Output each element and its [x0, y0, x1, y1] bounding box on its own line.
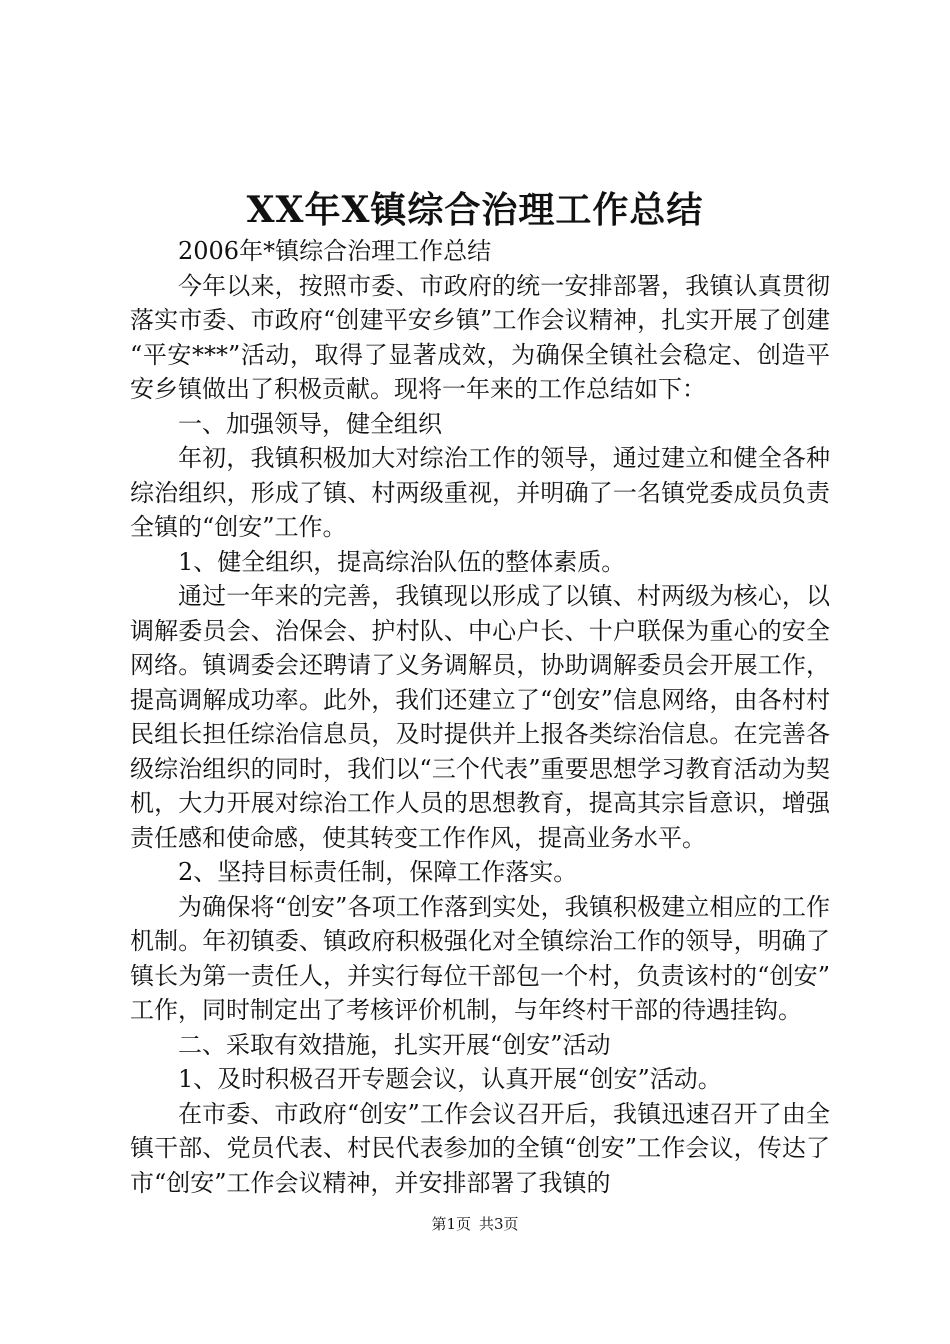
- subsection-heading-1-1: 1、健全组织，提高综治队伍的整体素质。: [178, 547, 626, 576]
- body-paragraph: 年初，我镇积极加大对综治工作的领导，通过建立和健全各种综治组织，形成了镇、村两级重视，并明确了一名镇党委成员负责全镇的“创安”工作。: [130, 444, 830, 541]
- intro-paragraph: 今年以来，按照市委、市政府的统一安排部署，我镇认真贯彻落实市委、市政府“创建平安乡镇”工作会议精神，扎实开展了创建“平安***”活动，取得了显著成效，为确保全镇社会稳定、创造平安乡镇做出了积极贡献。现将一年来的工作总结如下：: [130, 271, 830, 403]
- page-total: 共3页: [479, 1215, 519, 1233]
- section-heading-1: 一、加强领导，健全组织: [178, 409, 442, 438]
- document-body: [130, 234, 830, 1200]
- page-number: 第1页: [431, 1215, 471, 1233]
- body-paragraph: 在市委、市政府“创安”工作会议召开后，我镇迅速召开了由全镇干部、党员代表、村民代表参加的全镇“创安”工作会议，传达了市“创安”工作会议精神，并安排部署了我镇的: [130, 1099, 830, 1197]
- subtitle-paragraph: 2006年*镇综合治理工作总结: [178, 237, 492, 265]
- body-paragraph: 为确保将“创安”各项工作落到实处，我镇积极建立相应的工作机制。年初镇委、镇政府积极强化对全镇综治工作的领导，明确了镇长为第一责任人，并实行每位干部包一个村，负责该村的“创安”工作，同时制定出了考核评价机制，与年终村干部的待遇挂钩。: [130, 892, 830, 1024]
- section-heading-2: 二、采取有效措施，扎实开展“创安”活动: [178, 1030, 611, 1059]
- subsection-heading-1-2: 2、坚持目标责任制，保障工作落实。: [178, 858, 578, 886]
- page-footer: [0, 1214, 950, 1234]
- document-title: XX年X镇综合治理工作总结: [246, 189, 704, 231]
- subsection-heading-2-1: 1、及时积极召开专题会议，认真开展“创安”活动。: [178, 1065, 722, 1093]
- body-paragraph: 通过一年来的完善，我镇现以形成了以镇、村两级为核心，以调解委员会、治保会、护村队、中心户长、十户联保为重心的安全网络。镇调委会还聘请了义务调解员，协助调解委员会开展工作，提高调解成功率。此外，我们还建立了“创安”信息网络，由各村村民组长担任综治信息员，及时提供并上报各类综治信息。在完善各级综治组织的同时，我们以“三个代表”重要思想学习教育活动为契机，大力开展对综治工作人员的思想教育，提高其宗旨意识，增强责任感和使命感，使其转变工作作风，提高业务水平。: [130, 582, 830, 852]
